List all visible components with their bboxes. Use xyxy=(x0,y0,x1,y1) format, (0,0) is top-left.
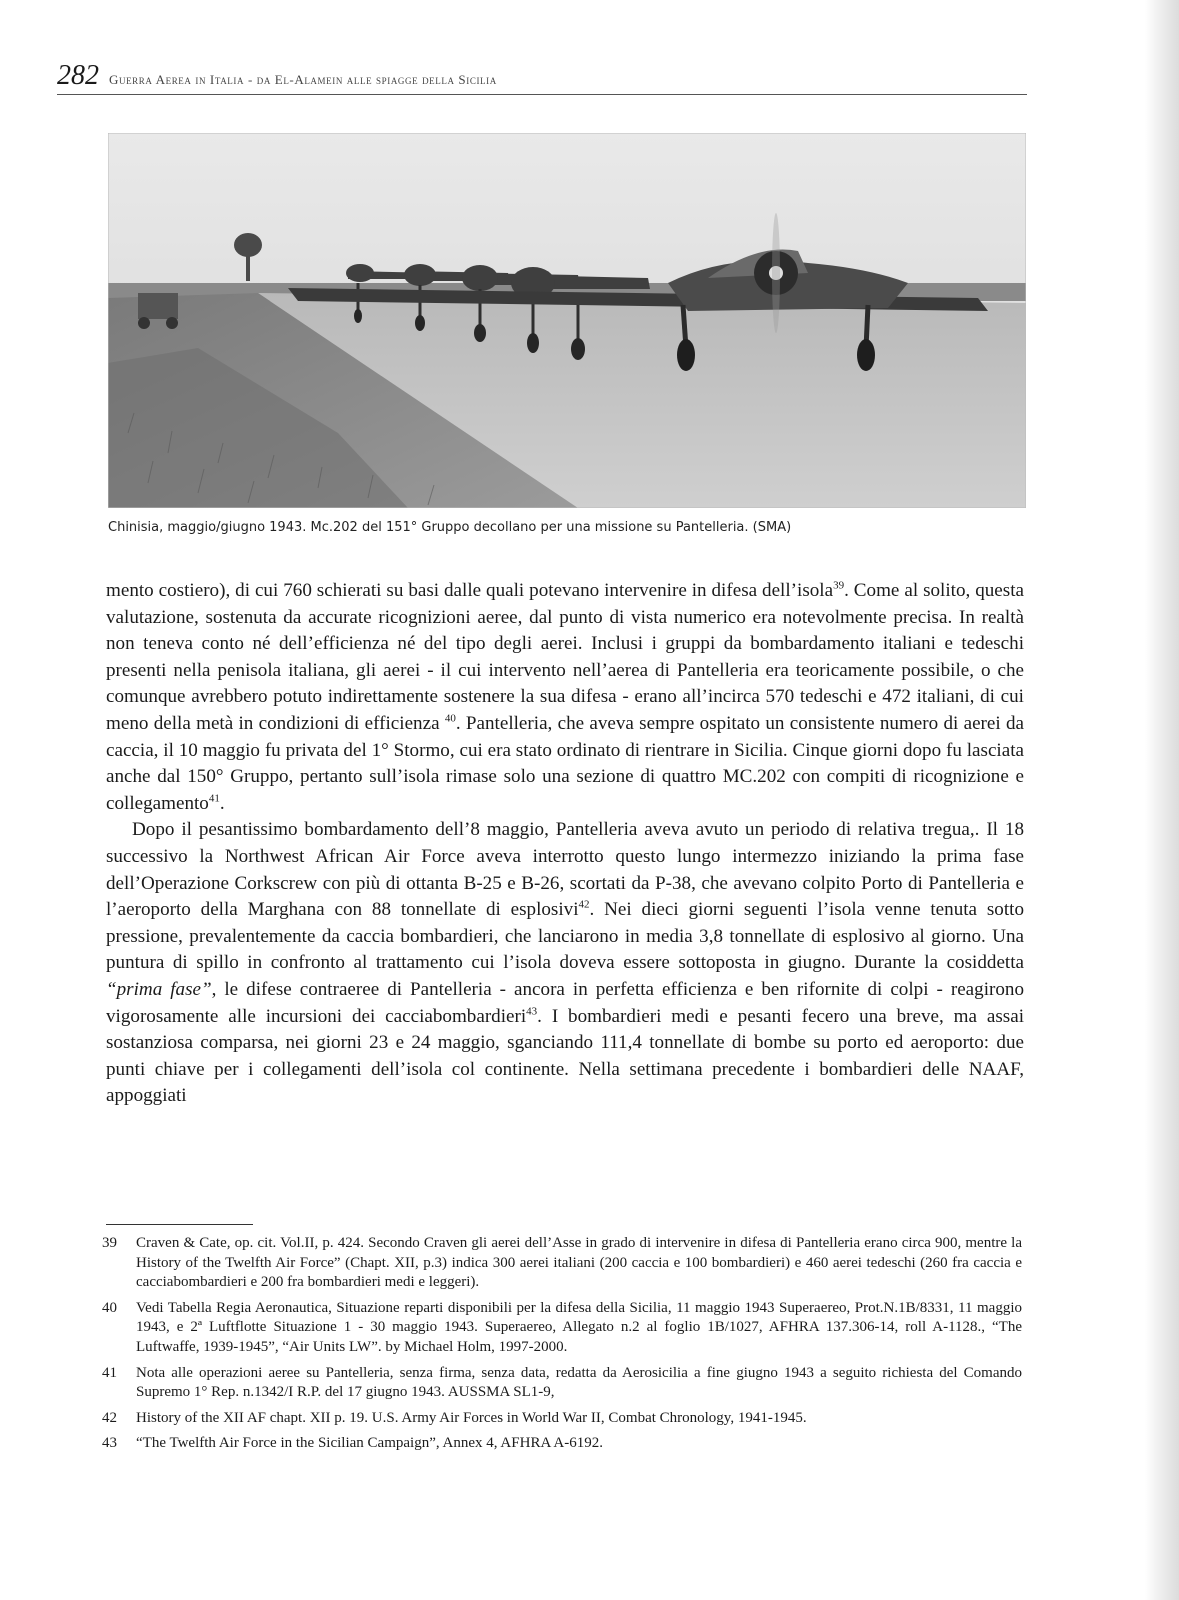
emphasis-prima-fase: “prima fase” xyxy=(106,978,212,1000)
paragraph-1 xyxy=(106,578,1024,817)
text-run: . Pantelleria, che aveva sempre ospitato un consistente numero di aerei da caccia, il 10 maggio fu privata del 1° Stormo, cui era stato ordinato di rientrare in Sicilia. Cinque giorni dopo fu lasciata anche dal 150° Gruppo, pertanto sull’isola rimase solo una sezione di quattro MC.202 con compiti di ricognizione e collegamento xyxy=(106,712,1024,814)
figure-photo xyxy=(108,133,1026,508)
text-run: mento costiero), di cui 760 schierati su basi dalle quali potevano intervenire in difesa dell’isola xyxy=(106,580,834,601)
footnote-text: History of the XII AF chapt. XII p. 19. U.S. Army Air Forces in World War II, Combat Chronology, 1941-1945. xyxy=(136,1409,807,1426)
aircraft-lineup-photo xyxy=(108,133,1026,508)
page-header xyxy=(57,58,1027,95)
footnote-40 xyxy=(102,1299,1022,1358)
text-run: . Nei dieci giorni seguenti l’isola venne tenuta sotto pressione, prevalentemente da caccia bombardieri, che lanciarono in media 3,8 tonnellate di esplosivo al giorno. Una puntura di spillo in confronto al trattamento cui l’isola doveva essere sottoposta in giugno. Durante la cosiddetta xyxy=(106,899,1024,974)
text-run: . xyxy=(219,792,225,814)
footnote-ref-39: 39 xyxy=(833,579,845,592)
footnote-number: 41 xyxy=(102,1364,117,1381)
footnote-39 xyxy=(102,1234,1022,1293)
footnote-number: 43 xyxy=(102,1435,117,1452)
footnote-ref-43: 43 xyxy=(526,1005,538,1018)
footnote-text: Craven & Cate, op. cit. Vol.II, p. 424. Secondo Craven gli aerei dell’Asse in grado di intervenire in difesa di Pantelleria erano circa 900, mentre la History of the Twelfth Air Force” (Chapt. XII, p.3) indica 300 aerei italiani (200 caccia e 100 bombardieri) e 460 aerei tedeschi (260 fra caccia e cacciabombardieri e 200 fra bombardieri medi e leggeri). xyxy=(136,1235,1022,1291)
footnote-42 xyxy=(102,1409,1022,1429)
footnote-divider xyxy=(106,1224,253,1225)
text-run: Dopo il pesantissimo bombardamento dell’8 maggio, Pantelleria aveva avuto un periodo di relativa tregua,. Il 18 successivo la Northwest African Air Force aveva interrotto questo lungo intermezzo iniziando la prima fase dell’Operazione Corkscrew con più di ottanta B-25 e B-26, scortati da P-38, che avevano colpito Porto di Pantelleria e l’aeroporto della Marghana con 88 tonnellate di esplosivi xyxy=(106,819,1024,921)
page-number: 282 xyxy=(57,60,99,91)
footnotes xyxy=(102,1234,1022,1460)
text-run: , le difese contraeree di Pantelleria - ancora in perfetta efficienza e ben rifornite di colpi - reagirono vigorosamente alle incursioni dei cacciabombardieri xyxy=(106,978,1024,1027)
footnote-number: 42 xyxy=(102,1409,117,1426)
footnote-ref-41: 41 xyxy=(208,792,220,805)
footnote-text: “The Twelfth Air Force in the Sicilian Campaign”, Annex 4, AFHRA A-6192. xyxy=(136,1435,603,1452)
figure-caption: Chinisia, maggio/giugno 1943. Mc.202 del 151° Gruppo decollano per una missione su Pantelleria. (SMA) xyxy=(108,520,792,535)
page-edge-shadow xyxy=(1145,0,1179,1600)
footnote-ref-42: 42 xyxy=(578,898,590,911)
footnote-number: 39 xyxy=(102,1235,117,1251)
footnote-text: Nota alle operazioni aeree su Pantelleria, senza firma, senza data, redatta da Aerosicilia a fine giugno 1943 a seguito richiesta del Comando Supremo 1° Rep. n.1342/I R.P. del 17 giugno 1943. AUSSMA SL1-9, xyxy=(136,1364,1022,1401)
body-text xyxy=(106,578,1024,1110)
running-title: Guerra Aerea in Italia - da El-Alamein alle spiagge della Sicilia xyxy=(109,72,497,87)
footnote-number: 40 xyxy=(102,1299,117,1316)
footnote-41 xyxy=(102,1364,1022,1403)
paragraph-2 xyxy=(106,817,1024,1110)
footnote-text: Vedi Tabella Regia Aeronautica, Situazione reparti disponibili per la difesa della Sicilia, 11 maggio 1943 Superaereo, Prot.N.1B/8331, 11 maggio 1943, e 2ª Luftflotte Situazione 1 - 30 maggio 1943. Superaereo, Allegato n.2 al foglio 1B/1027, AFHRA 137.306-14, roll A-1128., “The Luftwaffe, 1939-1945”, “Air Units LW”. by Michael Holm, 1997-2000. xyxy=(136,1299,1022,1355)
text-run: . I bombardieri medi e pesanti fecero una breve, ma assai sostanziosa comparsa, nei giorni 23 e 24 maggio, sganciando 111,4 tonnellate di bombe su porto ed aeroporto: due punti chiave per i collegamenti dell’isola col continente. Nella settimana precedente i bombardieri delle NAAF, appoggiati xyxy=(106,1005,1025,1107)
footnote-ref-40: 40 xyxy=(444,712,456,725)
text-run: . Come al solito, questa valutazione, sostenuta da accurate ricognizioni aeree, dal punto di vista numerico era notevolmente precisa. In realtà non teneva conto né dell’efficienza né del tipo degli aerei. Inclusi i gruppi da bombardamento italiani e tedeschi presenti nella penisola italiana, gli aerei - il cui intervento nell’aerea di Pantelleria era teoricamente possibile, o che comunque avrebbero potuto indirettamente sostenere la sua difesa - erano all’incirca 570 tedeschi e 472 italiani, di cui meno della metà in condizioni di efficienza xyxy=(106,580,1024,734)
footnote-43 xyxy=(102,1434,1022,1454)
